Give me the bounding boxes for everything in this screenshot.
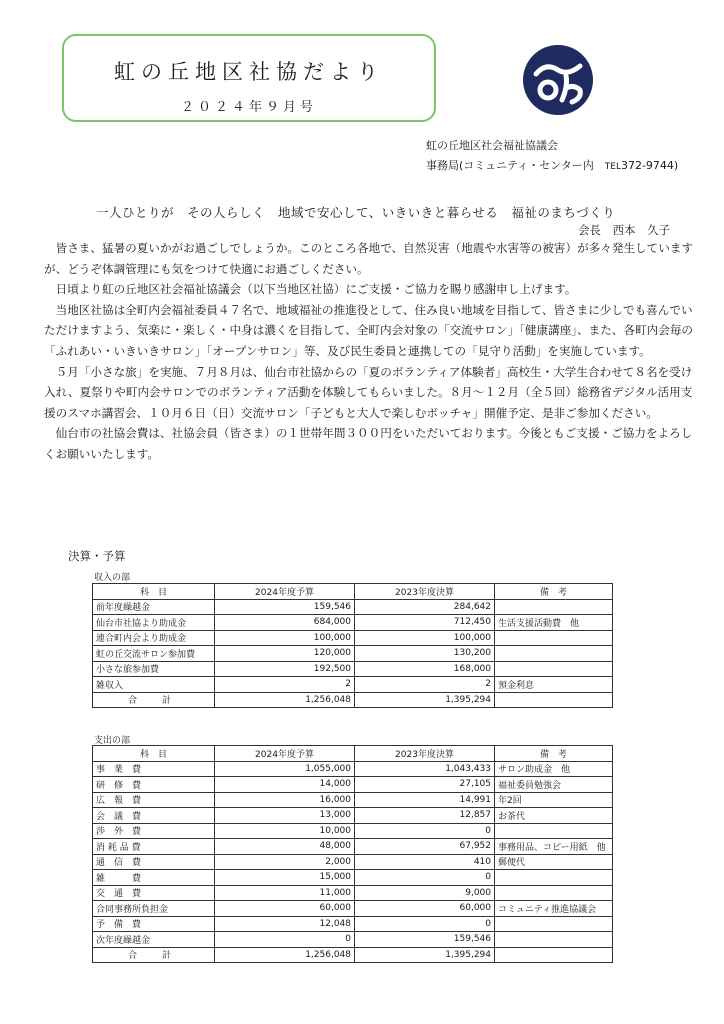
income-label: 収入の部 xyxy=(94,573,131,583)
item-cell: 広 報 費 xyxy=(93,792,215,808)
amount-cell: 67,952 xyxy=(355,839,495,855)
amount-cell: 12,048 xyxy=(215,916,355,932)
item-cell: 事 業 費 xyxy=(93,761,215,777)
organization-info xyxy=(426,136,678,177)
item-cell: 前年度繰越金 xyxy=(93,599,215,615)
total-row xyxy=(93,947,613,963)
amount-cell: 16,000 xyxy=(215,792,355,808)
shakyo-logo-icon xyxy=(522,44,594,116)
amount-cell: 60,000 xyxy=(215,901,355,917)
paragraph: 当地区社協は全町内会福祉委員４７名で、地域福祉の推進役として、住み良い地域を目指して、皆さまに少しでも喜んでいただけますよう、気楽に・楽しく・中身は濃くを目指して、全町内会対象の「交流サロン」「健康講座」、また、各町内会毎の「ふれあい・いきいきサロン」「オープンサロン」等、及び民生委員と連携しての「見守り活動」を実施しています。 xyxy=(44,302,694,358)
note-cell: 預金利息 xyxy=(495,677,613,693)
paragraph: 仙台市の社協会費は、社協会員（皆さま）の１世帯年間３００円をいただいております。今後ともご支援・ご協力をよろしくお願いいたします。 xyxy=(44,426,693,461)
note-cell xyxy=(495,630,613,646)
table-row xyxy=(93,615,613,631)
office-contact xyxy=(426,156,678,177)
amount-cell: 1,055,000 xyxy=(215,761,355,777)
table-row xyxy=(93,761,613,777)
amount-cell: 13,000 xyxy=(215,808,355,824)
slogan: 一人ひとりが その人らしく 地域で安心して、いきいきと暮らせる 福祉のまちづくり xyxy=(96,205,616,220)
total-label: 合 計 xyxy=(93,692,215,708)
table-row xyxy=(93,808,613,824)
note-cell xyxy=(495,932,613,948)
table-row xyxy=(93,599,613,615)
column-header: 科 目 xyxy=(93,746,215,762)
total-cell: 1,395,294 xyxy=(355,947,495,963)
item-cell: 研 修 費 xyxy=(93,777,215,793)
amount-cell: 12,857 xyxy=(355,808,495,824)
note-cell: 事務用品、コピー用紙 他 xyxy=(495,839,613,855)
amount-cell: 410 xyxy=(355,854,495,870)
table-row xyxy=(93,823,613,839)
item-cell: 連合町内会より助成金 xyxy=(93,630,215,646)
tel-number: 372-9744) xyxy=(620,159,679,172)
amount-cell: 0 xyxy=(215,932,355,948)
amount-cell: 100,000 xyxy=(215,630,355,646)
total-row xyxy=(93,692,613,708)
item-cell: 渉 外 費 xyxy=(93,823,215,839)
column-header: 科 目 xyxy=(93,584,215,600)
item-cell: 小さな旅参加費 xyxy=(93,661,215,677)
total-cell xyxy=(495,947,613,963)
note-cell: 郵便代 xyxy=(495,854,613,870)
organization-name: 虹の丘地区社会福祉協議会 xyxy=(426,139,558,152)
amount-cell: 712,450 xyxy=(355,615,495,631)
amount-cell: 15,000 xyxy=(215,870,355,886)
item-cell: 合同事務所負担金 xyxy=(93,901,215,917)
amount-cell: 130,200 xyxy=(355,646,495,662)
amount-cell: 684,000 xyxy=(215,615,355,631)
amount-cell: 14,991 xyxy=(355,792,495,808)
paragraph: ５月「小さな旅」を実施、７月８月は、仙台市社協からの「夏のボランティア体験者」高校生・大学生合わせて８名を受け入れ、夏祭りや町内会サロンでのボランティア活動を体験してもらいました。８月～１２月（全５回）総務省デジタル活用支援のスマホ講習会、１０月６日（日）交流サロン「子どもと大人で楽しむボッチャ」開催予定、是非ご参加ください。 xyxy=(44,364,693,420)
total-cell: 1,256,048 xyxy=(215,692,355,708)
table-row xyxy=(93,901,613,917)
amount-cell: 168,000 xyxy=(355,661,495,677)
note-cell xyxy=(495,885,613,901)
table-row xyxy=(93,677,613,693)
amount-cell: 48,000 xyxy=(215,839,355,855)
amount-cell: 120,000 xyxy=(215,646,355,662)
expense-table xyxy=(92,745,613,963)
note-cell xyxy=(495,916,613,932)
expense-label: 支出の部 xyxy=(94,736,131,746)
note-cell xyxy=(495,599,613,615)
amount-cell: 60,000 xyxy=(355,901,495,917)
issue-date: ２０２４年９月号 xyxy=(180,100,317,115)
column-header: 2024年度予算 xyxy=(215,746,355,762)
note-cell xyxy=(495,870,613,886)
table-header-row xyxy=(93,746,613,762)
amount-cell: 100,000 xyxy=(355,630,495,646)
note-cell: 福祉委員勉強会 xyxy=(495,777,613,793)
note-cell: 生活支援活動費 他 xyxy=(495,615,613,631)
item-cell: 消 耗 品 費 xyxy=(93,839,215,855)
amount-cell: 2 xyxy=(215,677,355,693)
table-row xyxy=(93,916,613,932)
item-cell: 会 議 費 xyxy=(93,808,215,824)
amount-cell: 0 xyxy=(355,870,495,886)
note-cell xyxy=(495,661,613,677)
table-row xyxy=(93,777,613,793)
note-cell xyxy=(495,823,613,839)
item-cell: 仙台市社協より助成金 xyxy=(93,615,215,631)
table-row xyxy=(93,646,613,662)
item-cell: 雑 費 xyxy=(93,870,215,886)
amount-cell: 284,642 xyxy=(355,599,495,615)
amount-cell: 159,546 xyxy=(215,599,355,615)
column-header: 2023年度決算 xyxy=(355,746,495,762)
amount-cell: 10,000 xyxy=(215,823,355,839)
amount-cell: 2 xyxy=(355,677,495,693)
column-header: 備 考 xyxy=(495,584,613,600)
amount-cell: 11,000 xyxy=(215,885,355,901)
greeting-body xyxy=(44,238,696,465)
item-cell: 交 通 費 xyxy=(93,885,215,901)
total-cell: 1,256,048 xyxy=(215,947,355,963)
total-cell: 1,395,294 xyxy=(355,692,495,708)
item-cell: 次年度繰越金 xyxy=(93,932,215,948)
table-row xyxy=(93,792,613,808)
newsletter-title-box xyxy=(62,34,436,122)
amount-cell: 159,546 xyxy=(355,932,495,948)
total-cell xyxy=(495,692,613,708)
table-row xyxy=(93,661,613,677)
amount-cell: 14,000 xyxy=(215,777,355,793)
amount-cell: 27,105 xyxy=(355,777,495,793)
note-cell: サロン助成金 他 xyxy=(495,761,613,777)
table-row xyxy=(93,839,613,855)
newsletter-title: 虹の丘地区社協だより xyxy=(114,60,384,84)
paragraph: 日頃より虹の丘地区社会福祉協議会（以下当地区社協）にご支援・ご協力を賜り感謝申し上げます。 xyxy=(55,282,577,297)
item-cell: 虹の丘交流サロン参加費 xyxy=(93,646,215,662)
note-cell xyxy=(495,646,613,662)
item-cell: 雑収入 xyxy=(93,677,215,693)
item-cell: 通 信 費 xyxy=(93,854,215,870)
table-row xyxy=(93,854,613,870)
item-cell: 予 備 費 xyxy=(93,916,215,932)
column-header: 備 考 xyxy=(495,746,613,762)
table-row xyxy=(93,870,613,886)
finance-section-title: 決算・予算 xyxy=(68,549,126,563)
total-label: 合 計 xyxy=(93,947,215,963)
amount-cell: 1,043,433 xyxy=(355,761,495,777)
tel-label: TEL xyxy=(604,162,621,172)
table-row xyxy=(93,885,613,901)
column-header: 2024年度予算 xyxy=(215,584,355,600)
amount-cell: 0 xyxy=(355,823,495,839)
author-line: 会長 西本 久子 xyxy=(578,223,670,237)
note-cell: 年2回 xyxy=(495,792,613,808)
note-cell: コミュニティ推進協議会 xyxy=(495,901,613,917)
table-header-row xyxy=(93,584,613,600)
amount-cell: 9,000 xyxy=(355,885,495,901)
table-row xyxy=(93,630,613,646)
column-header: 2023年度決算 xyxy=(355,584,495,600)
amount-cell: 192,500 xyxy=(215,661,355,677)
table-row xyxy=(93,932,613,948)
amount-cell: 0 xyxy=(355,916,495,932)
paragraph: 皆さま、猛暑の夏いかがお過ごしでしょうか。このところ各地で、自然災害（地震や水害等の被害）が多々発生していますが、どうぞ体調管理にも気をつけて快適にお過ごしください。 xyxy=(44,241,694,276)
income-table xyxy=(92,583,613,708)
office-prefix: 事務局(コミュニティ・センター内 xyxy=(426,159,594,172)
amount-cell: 2,000 xyxy=(215,854,355,870)
note-cell: お茶代 xyxy=(495,808,613,824)
